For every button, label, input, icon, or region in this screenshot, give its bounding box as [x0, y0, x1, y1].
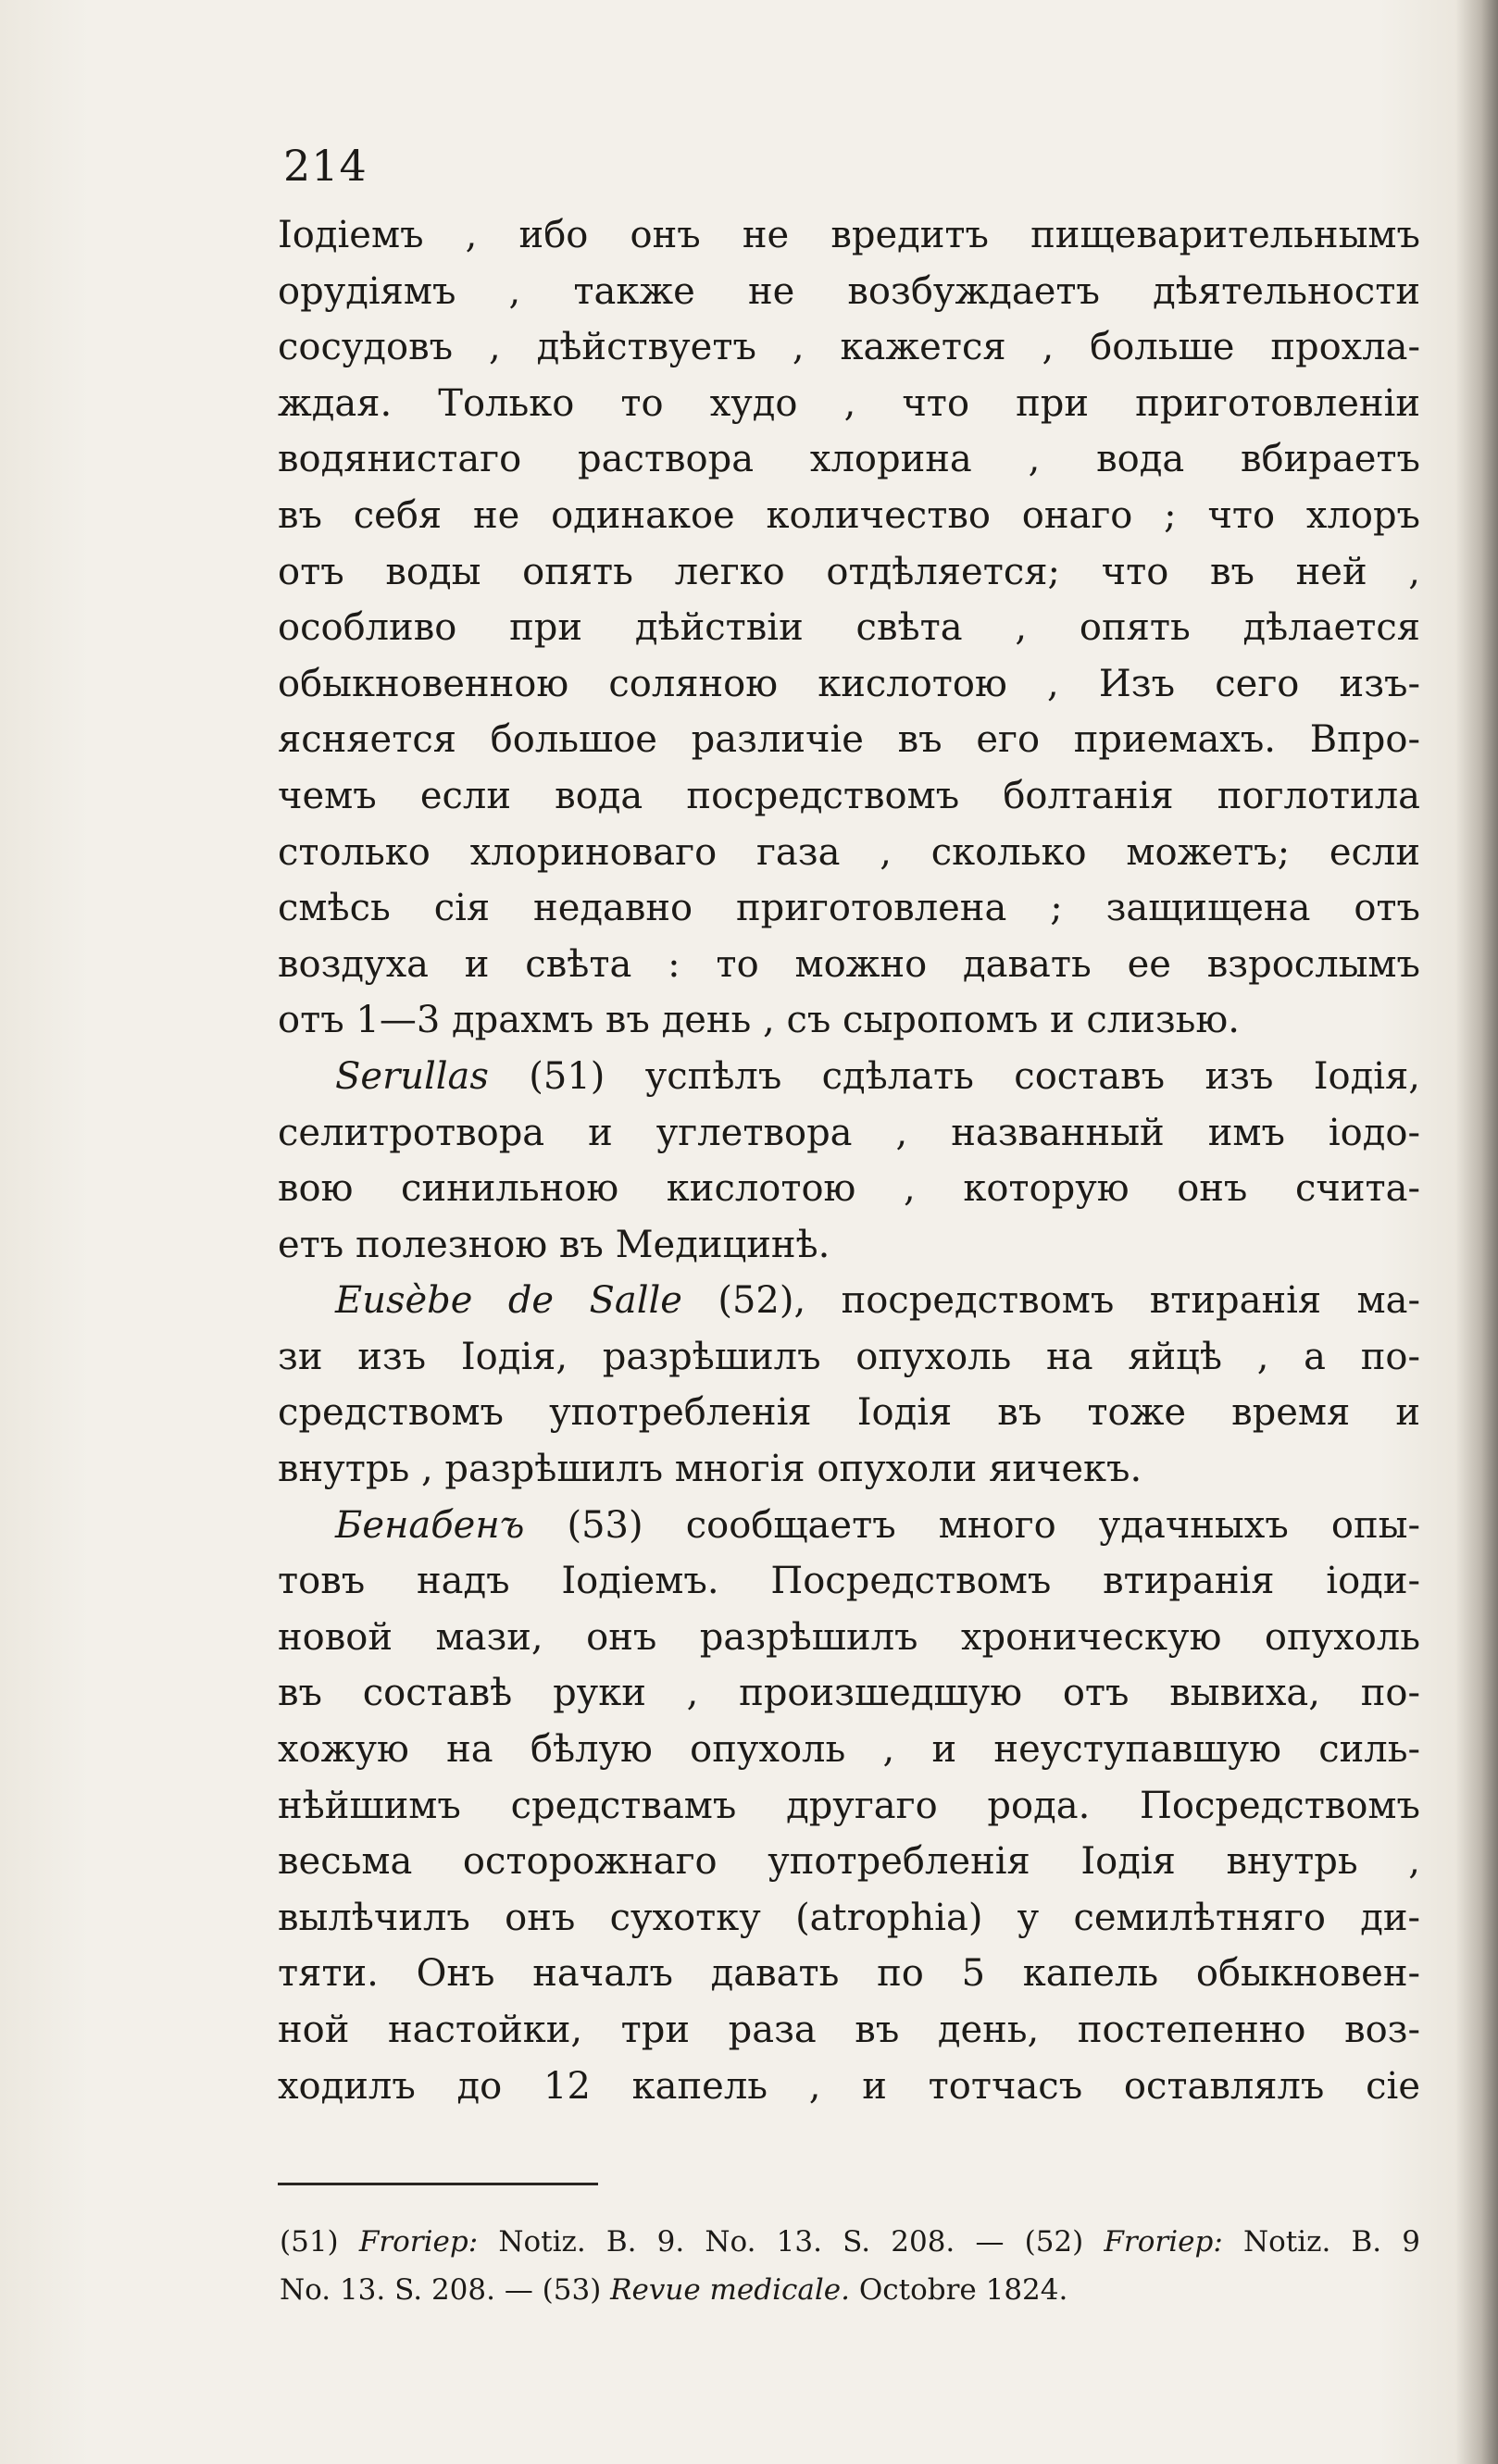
author-name: Eusèbe de Salle [335, 1279, 682, 1323]
line-text: ждая. Только то худо , что при приготовленіи [278, 381, 1420, 425]
text-line [278, 1161, 1420, 1217]
text-line [278, 2059, 1420, 2115]
footnote-51-ref: Notiz. B. 9. No. 13. S. 208. — (52) [478, 2225, 1105, 2259]
page-number: 214 [283, 141, 368, 191]
text-line [278, 656, 1420, 713]
line-text: вою синильною кислотою , которую онъ счита- [278, 1167, 1420, 1211]
line-text: воздуха и свѣта : то можно давать ее взрослымъ [278, 942, 1420, 986]
text-line [278, 2002, 1420, 2059]
text-line [278, 1498, 1420, 1554]
text-line [278, 319, 1420, 376]
line-text: столько хлориноваго газа , сколько можетъ; если [278, 830, 1420, 874]
footnote-line [280, 2266, 1420, 2314]
binding-shadow [1455, 0, 1498, 2464]
line-text: особливо при дѣйствіи свѣта , опять дѣлается [278, 606, 1420, 650]
line-text: новой мази, онъ разрѣшилъ хроническую опухоль [278, 1615, 1420, 1659]
footnote-line [280, 2218, 1420, 2266]
footnote-53-ref: Octobre 1824. [850, 2273, 1068, 2307]
line-text: (53) сообщаетъ много удачныхъ опы- [524, 1503, 1420, 1547]
line-text: въ составѣ руки , произшедшую отъ вывиха, по- [278, 1672, 1420, 1715]
body-text [278, 207, 1420, 2114]
line-text: хожую на бѣлую опухоль , и неуступавшую силь- [278, 1728, 1420, 1772]
text-line [278, 1722, 1420, 1778]
text-line [278, 1834, 1420, 1890]
footnote-51-label: (51) [280, 2225, 359, 2259]
line-text: зи изъ Іодія, разрѣшилъ опухоль на яйцѣ , а по- [278, 1335, 1420, 1378]
line-text: ходилъ до 12 капель , и тотчасъ оставлялъ сіе [278, 2064, 1420, 2108]
text-line [278, 1329, 1420, 1386]
footnote-rule [278, 2183, 598, 2185]
text-line [278, 712, 1420, 768]
footnotes [280, 2218, 1420, 2314]
text-line [278, 431, 1420, 488]
text-line [278, 1890, 1420, 1947]
line-text: весьма осторожнаго употребленія Іодія внутрь , [278, 1840, 1420, 1884]
author-name: Serullas [335, 1054, 489, 1098]
footnote-53-label: No. 13. S. 208. — (53) [280, 2273, 611, 2307]
line-text: ясняется большое различіе въ его приемахъ. Впро- [278, 718, 1420, 762]
line-text: сосудовъ , дѣйствуетъ , кажется , больше прохла- [278, 326, 1420, 369]
text-line [278, 1665, 1420, 1722]
text-line [278, 1610, 1420, 1666]
line-text: (52), посредствомъ втиранія ма- [681, 1279, 1420, 1323]
line-text: въ себя не одинакое количество онаго ; что хлоръ [278, 493, 1420, 537]
text-line [278, 825, 1420, 881]
text-line [278, 1217, 1420, 1274]
text-line [278, 207, 1420, 264]
text-line [278, 937, 1420, 993]
footnote-52-ref: Notiz. B. 9 [1222, 2225, 1420, 2259]
text-line [278, 768, 1420, 825]
line-text: водянистаго раствора хлорина , вода вбираетъ [278, 438, 1420, 481]
line-text: внутрь , разрѣшилъ многія опухоли яичекъ. [278, 1448, 1142, 1491]
text-line [278, 1049, 1420, 1105]
text-line [278, 264, 1420, 320]
text-line [278, 488, 1420, 544]
line-text: етъ полезною въ Медицинѣ. [278, 1223, 830, 1266]
line-text: ной настойки, три раза въ день, постепенно воз- [278, 2009, 1420, 2051]
footnote-51-source: Froriep: [358, 2225, 479, 2259]
text-line [278, 992, 1420, 1049]
text-line [278, 376, 1420, 432]
text-line [278, 1553, 1420, 1610]
footnote-53-source: Revue medicale. [610, 2273, 850, 2307]
author-name: Бенабенъ [335, 1503, 525, 1547]
text-line [278, 1273, 1420, 1329]
line-text: товъ надъ Іодіемъ. Посредствомъ втиранія іоди- [278, 1560, 1420, 1603]
text-line [278, 1441, 1420, 1498]
line-text: обыкновенною соляною кислотою , Изъ сего изъ- [278, 662, 1420, 705]
line-text: отъ воды опять легко отдѣляется; что въ ней , [278, 550, 1420, 593]
line-text: орудіямъ , также не возбуждаетъ дѣятельности [278, 269, 1420, 313]
line-text: средствомъ употребленія Іодія въ тоже время и [278, 1391, 1420, 1435]
footnote-52-source: Froriep: [1104, 2225, 1223, 2259]
line-text: смѣсь сія недавно приготовлена ; защищена отъ [278, 887, 1420, 930]
text-line [278, 1778, 1420, 1835]
text-line [278, 1385, 1420, 1441]
text-line [278, 600, 1420, 656]
text-line [278, 544, 1420, 601]
line-text: отъ 1—3 драхмъ въ день , съ сыропомъ и слизью. [278, 999, 1240, 1042]
line-text: Іодіемъ , ибо онъ не вредитъ пищеварительнымъ [278, 214, 1420, 256]
line-text: чемъ если вода посредствомъ болтанія поглотила [278, 774, 1420, 817]
text-line [278, 1105, 1420, 1162]
line-text: селитротвора и углетвора , названный имъ іодо- [278, 1111, 1420, 1154]
text-line [278, 1946, 1420, 2002]
line-text: вылѣчилъ онъ сухотку (atrophia) у семилѣтняго ди- [278, 1896, 1420, 1939]
line-text: тяти. Онъ началъ давать по 5 капель обыкновен- [278, 1952, 1420, 1996]
line-text: (51) успѣлъ сдѣлать составъ изъ Іодія, [488, 1054, 1420, 1098]
text-line [278, 880, 1420, 937]
line-text: нѣйшимъ средствамъ другаго рода. Посредствомъ [278, 1784, 1420, 1827]
